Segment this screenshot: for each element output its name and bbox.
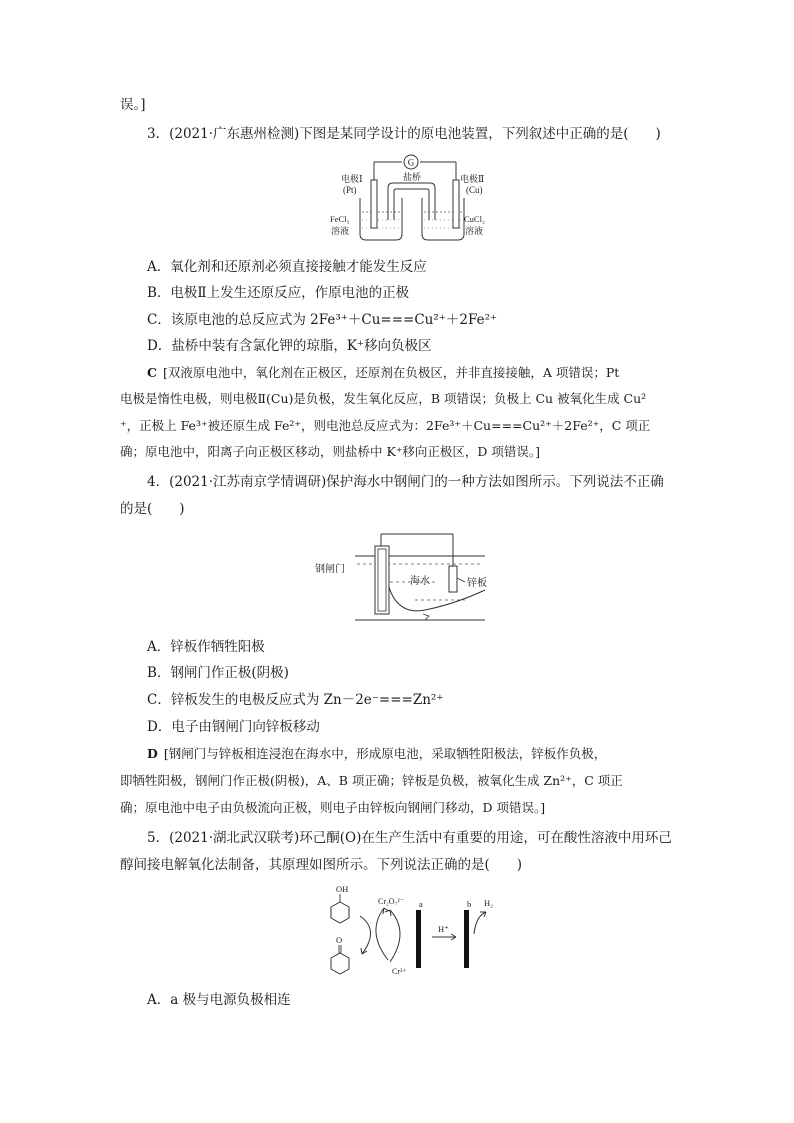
option-c: C．锌板发生的电极反应式为 Zn－2e⁻===Zn²⁺: [147, 692, 444, 708]
option-b: B．电极Ⅱ上发生还原反应，作原电池的正极: [147, 285, 410, 301]
svg-text:溶液: 溶液: [331, 226, 350, 236]
explanation-line: 确；原电池中电子由负极流向正极，则电子由锌板向钢闸门移动，D 项错误。]: [120, 800, 546, 815]
svg-text:电极Ⅰ: 电极Ⅰ: [341, 174, 363, 184]
svg-text:FeCl₃: FeCl₃: [330, 214, 350, 224]
option-d: D．盐桥中装有含氯化钾的琼脂，K⁺移向负极区: [147, 338, 432, 354]
svg-text:b: b: [467, 899, 472, 909]
electrode-b: [464, 910, 469, 968]
option-c: C．该原电池的总反应式为 2Fe³⁺＋Cu===Cu²⁺＋2Fe²⁺: [147, 312, 498, 328]
explanation-line: D [钢闸门与锌板相连浸泡在海水中，形成原电池，采取牺牲阳极法，锌板作负极，: [147, 746, 607, 761]
explanation-line: ⁺，正极上 Fe³⁺被还原生成 Fe²⁺，则电池总反应式为：2Fe³⁺＋Cu===Cu²⁺＋2Fe²⁺，C 项正: [120, 418, 651, 433]
explanation-line: 即牺牲阳极，钢闸门作正极(阴极)，A、B 项正确；锌板是负极，被氧化生成 Zn²⁺，C 项正: [120, 773, 623, 788]
electrode-1: [371, 180, 377, 228]
explanation-line: 确；原电池中，阳离子向正极区移动，则盐桥中 K⁺移向正极区，D 项错误。]: [120, 444, 541, 459]
svg-text:钢闸门: 钢闸门: [315, 564, 345, 575]
svg-text:溶液: 溶液: [465, 226, 484, 236]
cyclohexanone-ring: [331, 953, 349, 974]
svg-text:OH: OH: [336, 884, 349, 894]
svg-text:a: a: [419, 899, 423, 909]
svg-text:(Pt): (Pt): [343, 185, 357, 195]
svg-text:(Cu): (Cu): [466, 185, 483, 195]
cyclohexanol-ring: [331, 902, 349, 923]
option-d: D．电子由钢闸门向锌板移动: [147, 719, 320, 735]
zinc-plate: [449, 566, 457, 592]
question-5-stem: 5．(2021·湖北武汉联考)环己酮(O)在生产生活中有重要的用途，可在酸性溶液中用环己: [147, 830, 672, 846]
svg-text:CuCl₂: CuCl₂: [464, 214, 485, 224]
answer-letter: C: [147, 365, 157, 380]
question-3-stem: 3．(2021·广东惠州检测)下图是某同学设计的原电池装置，下列叙述中正确的是( ): [147, 126, 661, 142]
answer-letter: D: [147, 746, 158, 761]
explanation-line: 电极是惰性电极，则电极Ⅱ(Cu)是负极，发生氧化反应，B 项错误；负极上 Cu 被氧化生成 Cu²: [120, 391, 647, 406]
svg-text:锌板: 锌板: [467, 578, 487, 589]
explanation-line: C [双液原电池中，氧化剂在正极区，还原剂在负极区，并非直接接触，A 项错误；Pt: [147, 365, 620, 380]
text-line: 误。]: [120, 97, 146, 113]
option-a: A．锌板作牺牲阳极: [147, 639, 265, 655]
svg-text:盐桥: 盐桥: [402, 172, 422, 182]
svg-text:G: G: [407, 157, 415, 168]
question-4-stem: 4．(2021·江苏南京学情调研)保护海水中钢闸门的一种方法如图所示。下列说法不正确: [147, 474, 664, 490]
option-a: A．a 极与电源负极相连: [147, 992, 291, 1008]
option-b: B．钢闸门作正极(阴极): [147, 665, 289, 681]
question-5-stem: 醇间接电解氧化法制备，其原理如图所示。下列说法正确的是( ): [120, 857, 523, 873]
svg-text:O: O: [336, 935, 343, 945]
svg-text:Cr₂O₇²⁻: Cr₂O₇²⁻: [378, 897, 404, 906]
question-4-stem: 的是( ): [120, 501, 185, 517]
svg-text:海水: 海水: [410, 576, 430, 587]
svg-text:H₂: H₂: [484, 898, 494, 908]
electrode-a: [416, 910, 421, 968]
svg-text:电极Ⅱ: 电极Ⅱ: [460, 174, 485, 184]
electrolysis-figure: [318, 880, 508, 980]
steel-gate-figure: [315, 520, 515, 626]
svg-text:Cr³⁺: Cr³⁺: [392, 967, 407, 976]
svg-text:H⁺: H⁺: [438, 924, 449, 934]
galvanic-cell-figure: [330, 150, 500, 250]
option-a: A．氧化剂和还原剂必须直接接触才能发生反应: [147, 259, 427, 275]
electrode-2: [453, 180, 459, 228]
